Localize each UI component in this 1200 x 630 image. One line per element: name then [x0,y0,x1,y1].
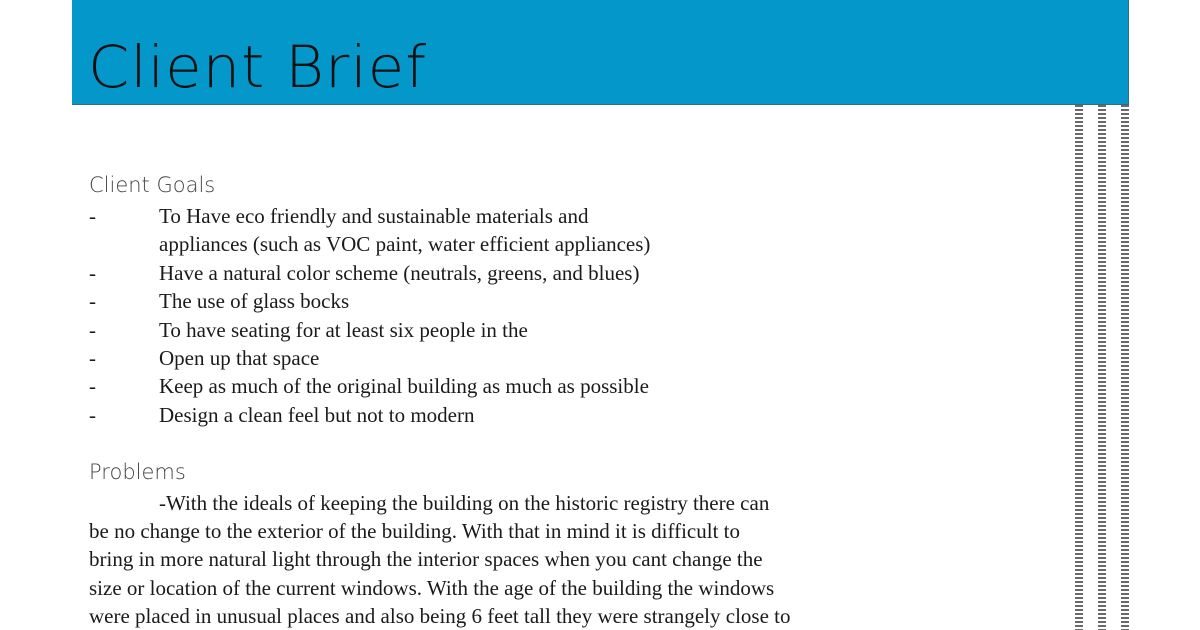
bullet-dash: - [89,402,96,427]
list-item-text: appliances (such as VOC paint, water efficient appliances) [159,232,651,257]
list-item-text: Design a clean feel but not to modern [159,402,475,427]
bullet-dash: - [89,260,96,285]
bullet-dash: - [89,289,96,314]
page-title: Client Brief [88,33,428,101]
bullet-dash: - [89,346,96,371]
list-item [89,230,789,258]
list-item [89,259,789,287]
problems-paragraph [89,489,869,630]
list-item [89,344,789,372]
list-item-text: To have seating for at least six people in the [159,317,528,342]
list-item [89,202,789,230]
decorative-stripe [1098,105,1106,630]
list-item-text: Have a natural color scheme (neutrals, greens, and blues) [159,260,640,285]
paragraph-line: size or location of the current windows. With the age of the building the windows [89,575,775,600]
paragraph-line: -With the ideals of keeping the building on the historic registry there can [159,491,770,515]
paragraph-line: be no change to the exterior of the building. With that in mind it is difficult to [89,519,741,544]
bullet-dash: - [89,317,96,342]
bullet-dash [89,230,159,258]
bullet-dash: - [89,374,96,399]
list-item [89,401,789,429]
problems-heading: Problems [89,460,186,484]
paragraph-line: were placed in unusual places and also being 6 feet tall they were strangely close to [89,603,791,628]
bullet-dash: - [89,204,96,228]
list-item-text: Open up that space [159,346,320,371]
client-goals-list [89,202,789,429]
list-item [89,316,789,344]
decorative-stripe [1121,105,1129,630]
list-item-text: Keep as much of the original building as much as possible [159,374,649,399]
paragraph-line: bring in more natural light through the interior spaces when you cant change the [89,547,763,572]
list-item [89,372,789,400]
list-item-text: To Have eco friendly and sustainable materials and [159,204,589,228]
list-item [89,287,789,315]
decorative-stripe [1075,105,1083,630]
list-item-text: The use of glass bocks [159,289,350,314]
client-goals-heading: Client Goals [89,173,216,197]
